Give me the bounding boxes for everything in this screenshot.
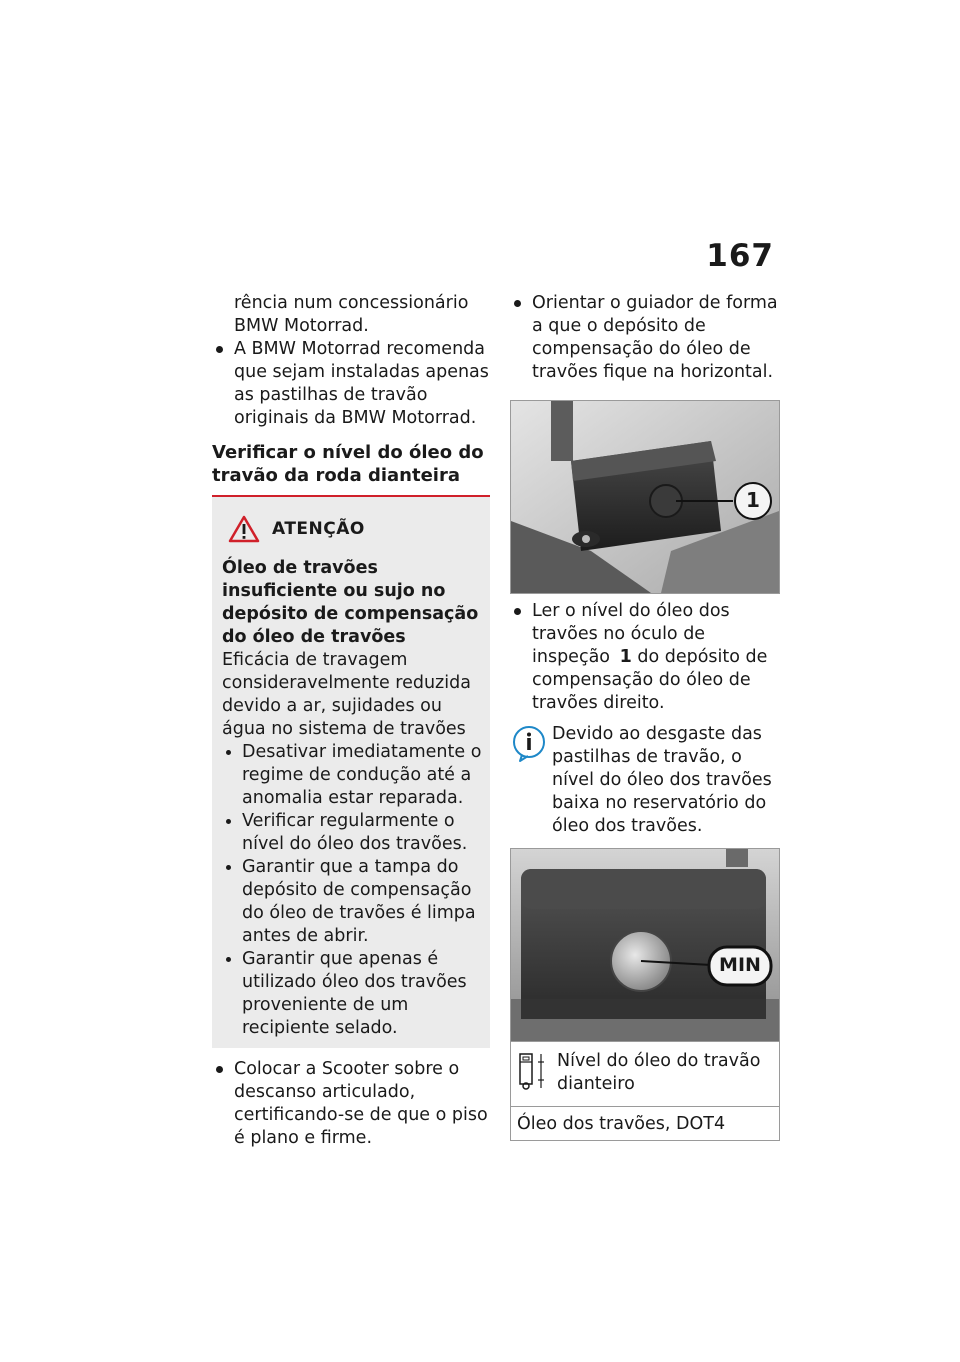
warning-item: Garantir que a tampa do depósito de compensação do óleo de travões é limpa antes de abrir. (222, 856, 482, 948)
warning-hazard: Óleo de travões insuficiente ou sujo no depósito de compensação do óleo de travões (222, 558, 479, 647)
warning-item: Garantir que apenas é utilizado óleo dos travões proveniente de um recipiente selado. (222, 948, 482, 1040)
read-level-text: Ler o nível do óleo dos travões no óculo de inspeção (532, 601, 730, 667)
read-level-bullet (510, 600, 782, 715)
scooter-stand-bullet: Colocar a Scooter sobre o descanso articulado, certificando-se de que o piso é plano e firme. (212, 1058, 490, 1150)
info-note (510, 723, 782, 838)
spec-value-row (511, 1107, 779, 1140)
warning-triangle-icon (228, 515, 260, 543)
min-level-illustration (511, 849, 779, 1041)
spec-label: Nível do óleo do travão dianteiro (557, 1051, 761, 1094)
warning-header (222, 515, 482, 543)
reservoir-figure-1 (510, 400, 780, 594)
intro-line-1: rência num concessionário (234, 293, 469, 313)
page-number: 167 (706, 238, 774, 274)
warning-box (212, 497, 490, 1048)
handlebar-bullet: Orientar o guiador de forma a que o depósito de compensação do óleo de travões fique na horizontal. (510, 292, 782, 384)
spec-table (510, 1042, 780, 1141)
spec-header-row (511, 1042, 779, 1107)
info-text: Devido ao desgaste das pastilhas de travão, o nível do óleo dos travões baixa no reservatório do óleo dos travões. (552, 724, 772, 836)
min-level-label: MIN (719, 954, 761, 976)
section-heading: Verificar o nível do óleo do travão da roda dianteira (212, 441, 490, 497)
reservoir-figure-2 (510, 848, 780, 1042)
read-level-rest: do depósito de compensação do óleo de travões direito. (532, 647, 768, 713)
recommendation-bullet: A BMW Motorrad recomenda que sejam instaladas apenas as pastilhas de travão originais da BMW Motorrad. (212, 338, 490, 430)
warning-consequence: Eficácia de travagem consideravelmente reduzida devido a ar, sujidades ou água no sistema de travões (222, 650, 471, 739)
oil-level-gauge-icon (517, 1050, 547, 1092)
reference-number: 1 (619, 647, 632, 667)
warning-title: ATENÇÃO (272, 518, 365, 539)
warning-item: Verificar regularmente o nível do óleo dos travões. (222, 810, 482, 856)
warning-item: Desativar imediatamente o regime de condução até a anomalia estar reparada. (222, 741, 482, 810)
spec-value: Óleo dos travões, DOT4 (517, 1114, 726, 1134)
reservoir-photo-illustration (511, 401, 779, 593)
figure1-callout: 1 (746, 488, 760, 512)
info-icon (510, 725, 548, 763)
left-column (212, 292, 490, 1150)
right-column (510, 292, 782, 1141)
intro-line-2: BMW Motorrad. (234, 316, 369, 336)
